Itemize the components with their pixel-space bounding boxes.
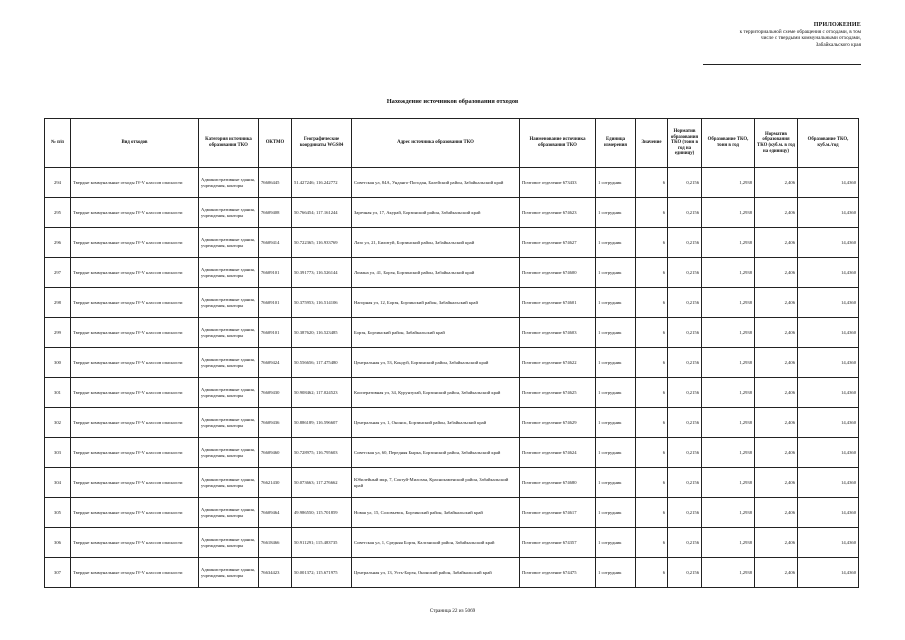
table-row bbox=[45, 558, 859, 588]
cell-norm-m3: 2,406 bbox=[755, 378, 798, 408]
cell-number: 302 bbox=[45, 408, 71, 438]
cell-unit: 1 сотрудник bbox=[596, 318, 636, 348]
cell-value: 6 bbox=[636, 528, 668, 558]
cell-norm-tonnes: 0,2156 bbox=[668, 558, 702, 588]
cell-coordinates: 50.766454; 117.161244 bbox=[292, 198, 352, 228]
cell-coordinates: 50.556656; 117.475480 bbox=[292, 348, 352, 378]
cell-norm-tonnes: 0,2156 bbox=[668, 288, 702, 318]
cell-waste-type: Твердые коммунальные отходы IV-V классов опасности bbox=[71, 258, 199, 288]
col-header-category: Категория источника образования ТКО bbox=[199, 119, 259, 168]
cell-value: 6 bbox=[636, 228, 668, 258]
cell-unit: 1 сотрудник bbox=[596, 258, 636, 288]
cell-source-name: Почтовое отделение 674623 bbox=[520, 198, 596, 228]
cell-oktmo: 76609430 bbox=[259, 378, 292, 408]
cell-oktmo: 76618466 bbox=[259, 528, 292, 558]
table-row bbox=[45, 348, 859, 378]
cell-category: Административные здания, учреждения, конторы bbox=[199, 348, 259, 378]
cell-tko-m3: 14,4360 bbox=[798, 498, 859, 528]
cell-norm-tonnes: 0,2156 bbox=[668, 528, 702, 558]
cell-coordinates: 50.886189; 116.596607 bbox=[292, 408, 352, 438]
cell-norm-m3: 2,406 bbox=[755, 198, 798, 228]
annex-line-3: Забайкальского края bbox=[815, 41, 861, 48]
cell-norm-m3: 2,406 bbox=[755, 498, 798, 528]
cell-address: Центральная ул, 53, Кондуй, Борзинский район, Забайкальский край bbox=[352, 348, 520, 378]
cell-tko-tonnes: 1,2938 bbox=[702, 468, 755, 498]
col-header-source-name: Наименование источника образования ТКО bbox=[520, 119, 596, 168]
table-row bbox=[45, 288, 859, 318]
cell-address: Советская ул, 1, Средняя Борзя, Калганский район, Забайкальский край bbox=[352, 528, 520, 558]
cell-source-name: Почтовое отделение 674624 bbox=[520, 438, 596, 468]
cell-address: Кооперативная ул, 34, Курунзулай, Борзинский район, Забайкальский край bbox=[352, 378, 520, 408]
cell-number: 296 bbox=[45, 228, 71, 258]
cell-category: Административные здания, учреждения, конторы bbox=[199, 408, 259, 438]
cell-coordinates: 50.001372; 115.671975 bbox=[292, 558, 352, 588]
cell-unit: 1 сотрудник bbox=[596, 438, 636, 468]
annex-block bbox=[721, 22, 861, 48]
cell-value: 6 bbox=[636, 258, 668, 288]
cell-oktmo: 76609414 bbox=[259, 228, 292, 258]
cell-address: Советская ул, 84А, Унданго-Погодан, Балейский район, Забайкальский край bbox=[352, 168, 520, 198]
cell-norm-m3: 2,406 bbox=[755, 288, 798, 318]
cell-oktmo: 76609424 bbox=[259, 348, 292, 378]
cell-number: 304 bbox=[45, 468, 71, 498]
cell-norm-tonnes: 0,2156 bbox=[668, 498, 702, 528]
cell-address: Заречная ул, 17, Акурай, Борзинский район, Забайкальский край bbox=[352, 198, 520, 228]
cell-tko-m3: 14,4360 bbox=[798, 228, 859, 258]
table-row bbox=[45, 528, 859, 558]
cell-waste-type: Твердые коммунальные отходы IV-V классов опасности bbox=[71, 228, 199, 258]
annex-title: ПРИЛОЖЕНИЕ bbox=[813, 22, 861, 28]
cell-tko-tonnes: 1,2938 bbox=[702, 348, 755, 378]
cell-waste-type: Твердые коммунальные отходы IV-V классов опасности bbox=[71, 318, 199, 348]
cell-number: 306 bbox=[45, 528, 71, 558]
cell-address: Новая ул, 15, Соловьевск, Борзинский район, Забайкальский край bbox=[352, 498, 520, 528]
table-row bbox=[45, 168, 859, 198]
col-header-waste: Вид отходов bbox=[71, 119, 199, 168]
cell-oktmo: 76621430 bbox=[259, 468, 292, 498]
cell-source-name: Почтовое отделение 674629 bbox=[520, 408, 596, 438]
cell-coordinates: 50.722365; 116.933769 bbox=[292, 228, 352, 258]
cell-category: Административные здания, учреждения, конторы bbox=[199, 258, 259, 288]
cell-source-name: Почтовое отделение 674603 bbox=[520, 318, 596, 348]
cell-address: Центральная ул, 13, Усть-Борзя, Ононский район, Забайкальский край bbox=[352, 558, 520, 588]
cell-coordinates: 51.427246; 116.242772 bbox=[292, 168, 352, 198]
cell-source-name: Почтовое отделение 674680 bbox=[520, 468, 596, 498]
cell-norm-m3: 2,406 bbox=[755, 408, 798, 438]
page-number: Страница 22 из 5069 bbox=[429, 608, 476, 614]
cell-value: 6 bbox=[636, 468, 668, 498]
cell-number: 305 bbox=[45, 498, 71, 528]
cell-unit: 1 сотрудник bbox=[596, 408, 636, 438]
cell-norm-m3: 2,406 bbox=[755, 228, 798, 258]
cell-norm-m3: 2,406 bbox=[755, 528, 798, 558]
cell-coordinates: 50.375953; 116.514106 bbox=[292, 288, 352, 318]
cell-value: 6 bbox=[636, 558, 668, 588]
cell-number: 295 bbox=[45, 198, 71, 228]
cell-tko-m3: 14,4360 bbox=[798, 288, 859, 318]
cell-source-name: Почтовое отделение 674625 bbox=[520, 378, 596, 408]
table-body bbox=[45, 168, 859, 588]
cell-norm-tonnes: 0,2156 bbox=[668, 438, 702, 468]
cell-oktmo: 76606445 bbox=[259, 168, 292, 198]
cell-category: Административные здания, учреждения, конторы bbox=[199, 288, 259, 318]
cell-norm-tonnes: 0,2156 bbox=[668, 198, 702, 228]
signature-line bbox=[703, 64, 861, 65]
cell-tko-tonnes: 1,2938 bbox=[702, 228, 755, 258]
cell-number: 299 bbox=[45, 318, 71, 348]
cell-coordinates: 49.986550; 115.701859 bbox=[292, 498, 352, 528]
cell-oktmo: 76609460 bbox=[259, 438, 292, 468]
cell-source-name: Почтовое отделение 674627 bbox=[520, 228, 596, 258]
table-row bbox=[45, 228, 859, 258]
waste-sources-table bbox=[44, 118, 859, 588]
cell-unit: 1 сотрудник bbox=[596, 528, 636, 558]
cell-oktmo: 76609464 bbox=[259, 498, 292, 528]
cell-tko-m3: 14,4360 bbox=[798, 318, 859, 348]
cell-tko-tonnes: 1,2938 bbox=[702, 438, 755, 468]
cell-value: 6 bbox=[636, 348, 668, 378]
cell-norm-tonnes: 0,2156 bbox=[668, 468, 702, 498]
cell-tko-tonnes: 1,2938 bbox=[702, 258, 755, 288]
cell-category: Административные здания, учреждения, конторы bbox=[199, 318, 259, 348]
cell-source-name: Почтовое отделение 674617 bbox=[520, 498, 596, 528]
cell-value: 6 bbox=[636, 318, 668, 348]
cell-category: Административные здания, учреждения, конторы bbox=[199, 528, 259, 558]
cell-number: 294 bbox=[45, 168, 71, 198]
cell-tko-tonnes: 1,2938 bbox=[702, 498, 755, 528]
cell-unit: 1 сотрудник bbox=[596, 348, 636, 378]
cell-oktmo: 76609101 bbox=[259, 318, 292, 348]
cell-oktmo: 76609101 bbox=[259, 258, 292, 288]
col-header-norm-m3: Норматив образования ТКО (куб.м. в год на единицу) bbox=[755, 119, 798, 168]
cell-tko-m3: 14,4360 bbox=[798, 528, 859, 558]
cell-norm-tonnes: 0,2156 bbox=[668, 348, 702, 378]
cell-tko-m3: 14,4360 bbox=[798, 468, 859, 498]
cell-norm-m3: 2,406 bbox=[755, 168, 798, 198]
cell-tko-tonnes: 1,2938 bbox=[702, 408, 755, 438]
cell-unit: 1 сотрудник bbox=[596, 468, 636, 498]
cell-waste-type: Твердые коммунальные отходы IV-V классов опасности bbox=[71, 168, 199, 198]
cell-address: Юбилейный мкр, 7, Соктуй-Милозан, Краснокаменский район, Забайкальский край bbox=[352, 468, 520, 498]
annex-line-2: числе с твердыми коммунальными отходами, bbox=[760, 35, 861, 42]
table-row bbox=[45, 438, 859, 468]
cell-value: 6 bbox=[636, 438, 668, 468]
col-header-value: Значение bbox=[636, 119, 668, 168]
document-title: Нахождение источников образования отходов bbox=[386, 98, 519, 105]
cell-coordinates: 50.728975; 116.795603 bbox=[292, 438, 352, 468]
cell-tko-m3: 14,4360 bbox=[798, 438, 859, 468]
cell-tko-tonnes: 1,2938 bbox=[702, 528, 755, 558]
cell-number: 303 bbox=[45, 438, 71, 468]
cell-norm-tonnes: 0,2156 bbox=[668, 408, 702, 438]
cell-waste-type: Твердые коммунальные отходы IV-V классов опасности bbox=[71, 438, 199, 468]
cell-number: 300 bbox=[45, 348, 71, 378]
cell-norm-tonnes: 0,2156 bbox=[668, 168, 702, 198]
cell-norm-m3: 2,406 bbox=[755, 318, 798, 348]
cell-value: 6 bbox=[636, 408, 668, 438]
cell-address: Центральная ул, 1, Ононск, Борзинский район, Забайкальский край bbox=[352, 408, 520, 438]
cell-source-name: Почтовое отделение 674601 bbox=[520, 288, 596, 318]
cell-category: Административные здания, учреждения, конторы bbox=[199, 228, 259, 258]
cell-waste-type: Твердые коммунальные отходы IV-V классов опасности bbox=[71, 558, 199, 588]
cell-value: 6 bbox=[636, 288, 668, 318]
cell-category: Административные здания, учреждения, конторы bbox=[199, 198, 259, 228]
cell-source-name: Почтовое отделение 674357 bbox=[520, 528, 596, 558]
table-row bbox=[45, 498, 859, 528]
cell-tko-m3: 14,4360 bbox=[798, 408, 859, 438]
cell-unit: 1 сотрудник bbox=[596, 198, 636, 228]
cell-waste-type: Твердые коммунальные отходы IV-V классов опасности bbox=[71, 198, 199, 228]
cell-unit: 1 сотрудник bbox=[596, 498, 636, 528]
cell-value: 6 bbox=[636, 168, 668, 198]
cell-tko-m3: 14,4360 bbox=[798, 558, 859, 588]
cell-unit: 1 сотрудник bbox=[596, 168, 636, 198]
table-row bbox=[45, 318, 859, 348]
cell-norm-m3: 2,406 bbox=[755, 468, 798, 498]
cell-number: 298 bbox=[45, 288, 71, 318]
cell-norm-tonnes: 0,2156 bbox=[668, 258, 702, 288]
cell-waste-type: Твердые коммунальные отходы IV-V классов опасности bbox=[71, 528, 199, 558]
cell-tko-tonnes: 1,2938 bbox=[702, 318, 755, 348]
cell-waste-type: Твердые коммунальные отходы IV-V классов опасности bbox=[71, 288, 199, 318]
cell-coordinates: 50.911291; 115.483735 bbox=[292, 528, 352, 558]
cell-number: 297 bbox=[45, 258, 71, 288]
cell-oktmo: 76609436 bbox=[259, 408, 292, 438]
col-header-coords: Географические координаты WGS84 bbox=[292, 119, 352, 168]
cell-source-name: Почтовое отделение 673433 bbox=[520, 168, 596, 198]
cell-unit: 1 сотрудник bbox=[596, 288, 636, 318]
col-header-oktmo: ОКТМО bbox=[259, 119, 292, 168]
cell-tko-tonnes: 1,2938 bbox=[702, 378, 755, 408]
cell-norm-tonnes: 0,2156 bbox=[668, 378, 702, 408]
cell-oktmo: 76634423 bbox=[259, 558, 292, 588]
cell-unit: 1 сотрудник bbox=[596, 228, 636, 258]
cell-category: Административные здания, учреждения, конторы bbox=[199, 558, 259, 588]
cell-coordinates: 50.908462; 117.024523 bbox=[292, 378, 352, 408]
table-row bbox=[45, 198, 859, 228]
cell-tko-m3: 14,4360 bbox=[798, 168, 859, 198]
cell-source-name: Почтовое отделение 674622 bbox=[520, 348, 596, 378]
cell-number: 307 bbox=[45, 558, 71, 588]
cell-coordinates: 50.073663; 117.276662 bbox=[292, 468, 352, 498]
cell-category: Административные здания, учреждения, конторы bbox=[199, 498, 259, 528]
cell-address: Советская ул, 60, Передняя Бырка, Борзинский район, Забайкальский край bbox=[352, 438, 520, 468]
col-header-address: Адрес источника образования ТКО bbox=[352, 119, 520, 168]
cell-tko-m3: 14,4360 bbox=[798, 348, 859, 378]
cell-address: Лазо ул, 21, Билитуй, Борзинский район, Забайкальский край bbox=[352, 228, 520, 258]
cell-value: 6 bbox=[636, 198, 668, 228]
cell-norm-m3: 2,406 bbox=[755, 558, 798, 588]
table-header-row bbox=[45, 119, 859, 168]
cell-address: Нагорная ул, 12, Борзя, Борзинский район, Забайкальский край bbox=[352, 288, 520, 318]
col-header-num: № п/п bbox=[45, 119, 71, 168]
cell-category: Административные здания, учреждения, конторы bbox=[199, 438, 259, 468]
cell-number: 301 bbox=[45, 378, 71, 408]
cell-tko-m3: 14,4360 bbox=[798, 198, 859, 228]
cell-source-name: Почтовое отделение 674600 bbox=[520, 258, 596, 288]
cell-waste-type: Твердые коммунальные отходы IV-V классов опасности bbox=[71, 378, 199, 408]
cell-tko-tonnes: 1,2938 bbox=[702, 168, 755, 198]
cell-tko-tonnes: 1,2938 bbox=[702, 288, 755, 318]
cell-oktmo: 76609101 bbox=[259, 288, 292, 318]
cell-tko-m3: 14,4360 bbox=[798, 378, 859, 408]
cell-norm-tonnes: 0,2156 bbox=[668, 318, 702, 348]
cell-tko-tonnes: 1,2938 bbox=[702, 558, 755, 588]
cell-unit: 1 сотрудник bbox=[596, 558, 636, 588]
cell-tko-m3: 14,4360 bbox=[798, 258, 859, 288]
col-header-tko-t: Образование ТКО, тонн в год bbox=[702, 119, 755, 168]
cell-norm-m3: 2,406 bbox=[755, 438, 798, 468]
cell-address: Ломана ул, 41, Борзя, Борзинский район, Забайкальский край bbox=[352, 258, 520, 288]
cell-coordinates: 50.387620; 116.523485 bbox=[292, 318, 352, 348]
cell-value: 6 bbox=[636, 378, 668, 408]
annex-line-1: к территориальной схеме обращения с отходами, в том bbox=[739, 28, 861, 35]
cell-category: Административные здания, учреждения, конторы bbox=[199, 468, 259, 498]
cell-waste-type: Твердые коммунальные отходы IV-V классов опасности bbox=[71, 468, 199, 498]
cell-waste-type: Твердые коммунальные отходы IV-V классов опасности bbox=[71, 498, 199, 528]
table-row bbox=[45, 378, 859, 408]
cell-norm-m3: 2,406 bbox=[755, 348, 798, 378]
cell-coordinates: 50.391773; 116.526144 bbox=[292, 258, 352, 288]
cell-norm-tonnes: 0,2156 bbox=[668, 228, 702, 258]
cell-source-name: Почтовое отделение 674475 bbox=[520, 558, 596, 588]
cell-unit: 1 сотрудник bbox=[596, 378, 636, 408]
cell-waste-type: Твердые коммунальные отходы IV-V классов опасности bbox=[71, 408, 199, 438]
table-row bbox=[45, 258, 859, 288]
table-row bbox=[45, 468, 859, 498]
cell-value: 6 bbox=[636, 498, 668, 528]
cell-norm-m3: 2,406 bbox=[755, 258, 798, 288]
cell-tko-tonnes: 1,2938 bbox=[702, 198, 755, 228]
col-header-unit: Единица измерения bbox=[596, 119, 636, 168]
col-header-tko-m3: Образование ТКО, куб.м./год bbox=[798, 119, 859, 168]
cell-waste-type: Твердые коммунальные отходы IV-V классов опасности bbox=[71, 348, 199, 378]
cell-oktmo: 76609408 bbox=[259, 198, 292, 228]
cell-address: Борзя, Борзинский район, Забайкальский край bbox=[352, 318, 520, 348]
col-header-norm-t: Норматив образования ТКО (тонн в год на единицу) bbox=[668, 119, 702, 168]
cell-category: Административные здания, учреждения, конторы bbox=[199, 378, 259, 408]
table-row bbox=[45, 408, 859, 438]
cell-category: Административные здания, учреждения, конторы bbox=[199, 168, 259, 198]
